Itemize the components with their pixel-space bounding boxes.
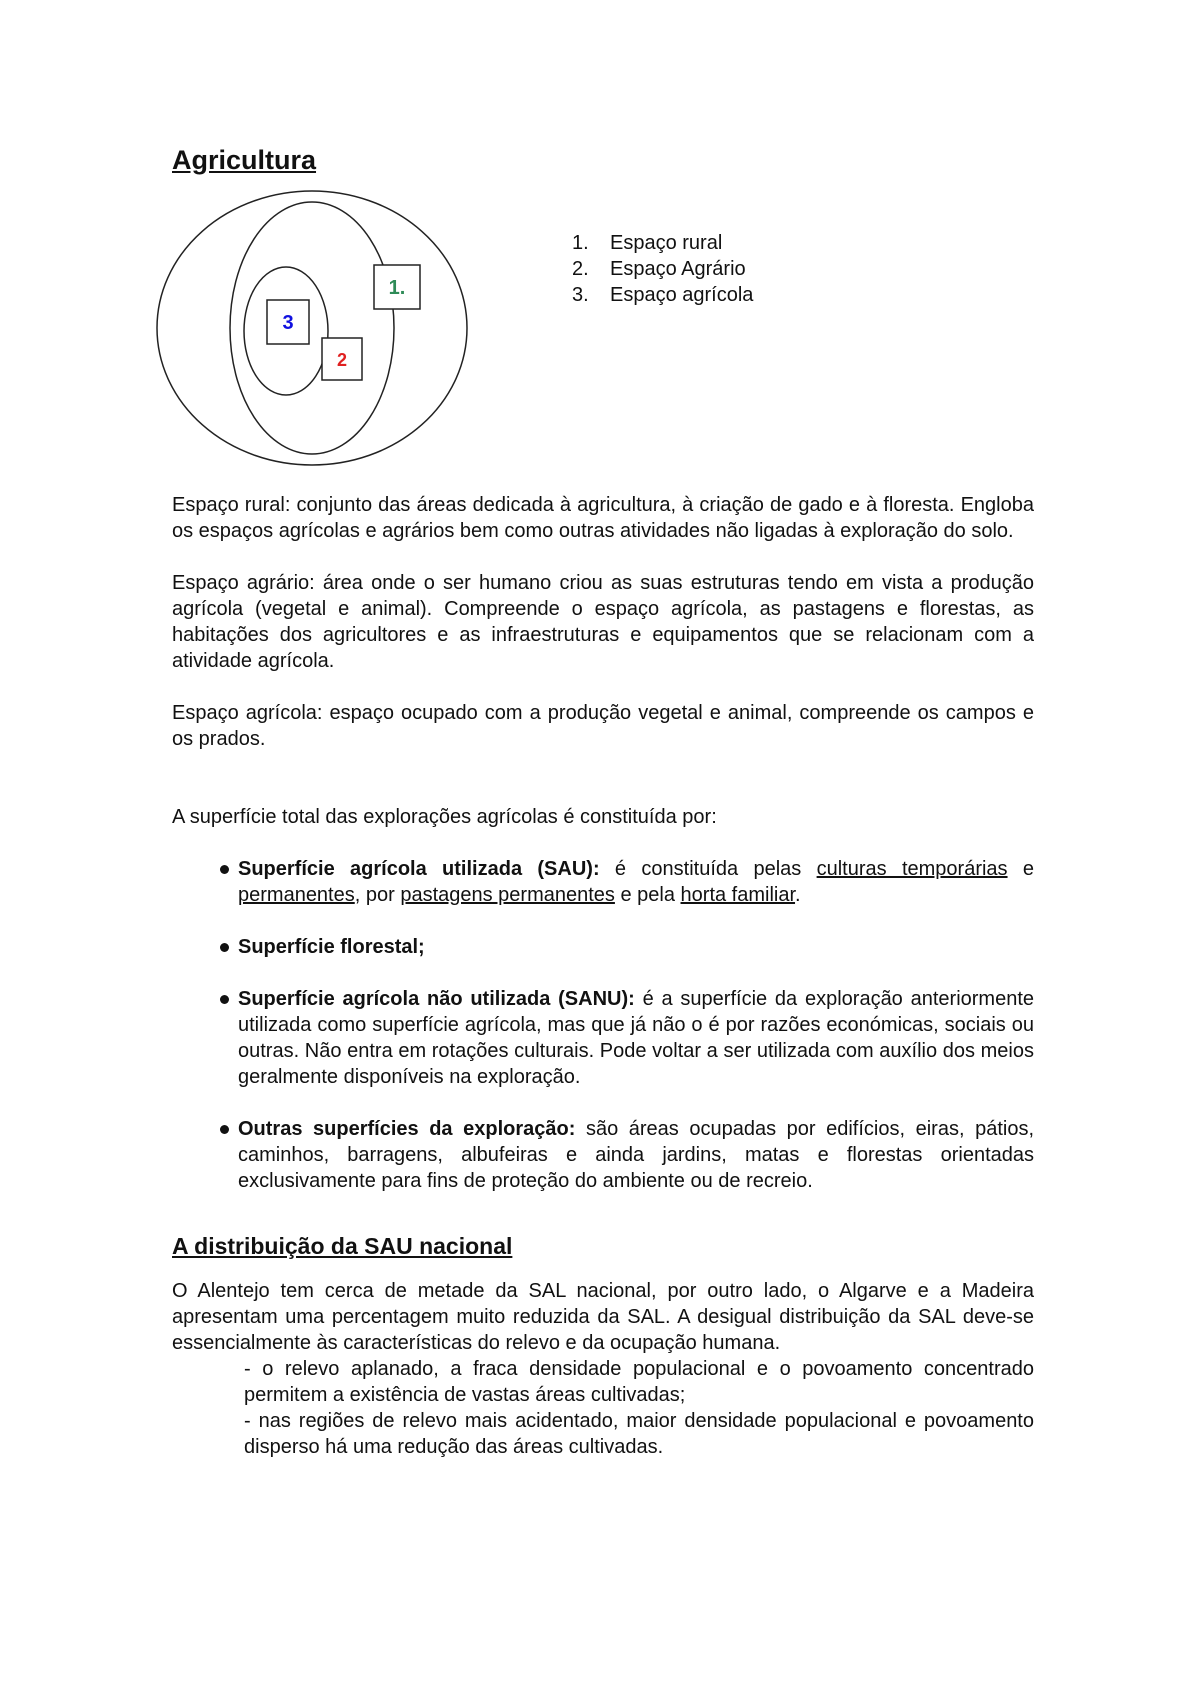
underlined-permanentes: permanentes — [238, 884, 355, 906]
text-outras: são áreas ocupadas por edifícios, eiras, pátios, caminhos, barragens, albufeiras e ainda jardins, matas e florestas orientadas exclusivamente para fins de proteção do ambiente ou de recreio. — [238, 1118, 1035, 1192]
text-fragment: é constituída pelas — [599, 858, 817, 880]
paragraph-espaco-agricola: Espaço agrícola: espaço ocupado com a produção vegetal e animal, compreende os campos e os prados. — [172, 702, 1034, 750]
diagram-legend — [572, 230, 753, 308]
section-heading-sau: A distribuição da SAU nacional — [172, 1233, 513, 1259]
bullet-icon — [220, 943, 229, 952]
underlined-pastagens-permanentes: pastagens permanentes — [400, 884, 615, 906]
legend-item — [572, 282, 753, 308]
legend-text: Espaço agrícola — [610, 284, 754, 306]
bullet-icon — [220, 1125, 229, 1134]
underlined-horta-familiar: horta familiar — [680, 884, 796, 906]
paragraph-espaco-agrario: Espaço agrário: área onde o ser humano criou as suas estruturas tendo em vista a produção agrícola (vegetal e animal). Compreende o espaço agrícola, as pastagens e florestas, as habitações dos agricultores e as infraestruturas e equipamentos que se relacionam com a atividade agrícola. — [172, 572, 1034, 672]
list-item-sanu — [172, 986, 1034, 1090]
legend-item — [572, 256, 753, 282]
list-item-outras — [172, 1116, 1034, 1194]
nested-spaces-diagram — [154, 190, 494, 492]
diagram-section — [172, 190, 1034, 492]
term-florestal: Superfície florestal; — [238, 936, 425, 958]
paragraph-espaco-rural: Espaço rural: conjunto das áreas dedicada à agricultura, à criação de gado e à floresta. Engloba os espaços agrícolas e agrários bem como outras atividades não ligadas à exploração do solo. — [172, 494, 1034, 542]
outer-ellipse-espaco-rural — [157, 191, 467, 465]
text-fragment: . — [795, 884, 801, 906]
bullet-icon — [220, 865, 229, 874]
text-fragment: e pela — [614, 884, 681, 906]
term-outras: Outras superfícies da exploração: — [238, 1118, 576, 1140]
label-3: 3 — [282, 312, 294, 334]
legend-number: 2. — [572, 258, 589, 280]
superficie-list — [172, 856, 1034, 1194]
list-item-florestal — [172, 934, 1034, 960]
page-title: Agricultura — [172, 145, 317, 175]
term-sau: Superfície agrícola utilizada (SAU): — [238, 858, 600, 880]
point-2: - nas regiões de relevo mais acidentado, maior densidade populacional e povoamento disperso há uma redução das áreas cultivadas. — [244, 1410, 1034, 1458]
document-page — [172, 136, 1034, 1460]
term-sanu: Superfície agrícola não utilizada (SANU): — [238, 988, 635, 1010]
label-1: 1. — [388, 277, 406, 299]
legend-item — [572, 230, 753, 256]
legend-text: Espaço Agrário — [610, 258, 746, 280]
legend-number: 1. — [572, 232, 589, 254]
legend-number: 3. — [572, 284, 589, 306]
point-1: - o relevo aplanado, a fraca densidade populacional e o povoamento concentrado permitem a existência de vastas áreas cultivadas; — [244, 1358, 1034, 1406]
bullet-icon — [220, 995, 229, 1004]
text-fragment: e — [1007, 858, 1034, 880]
label-2: 2 — [336, 350, 348, 370]
paragraph-superficie-intro: A superfície total das explorações agrícolas é constituída por: — [172, 806, 717, 828]
middle-ellipse-espaco-agrario — [230, 202, 394, 454]
text-sanu: é a superfície da exploração anteriormente utilizada como superfície agrícola, mas que já não o é por razões económicas, sociais ou outras. Não entra em rotações culturais. Pode voltar a ser utilizada com auxílio dos meios geralmente disponíveis na exploração. — [238, 988, 1035, 1088]
underlined-culturas-temporarias: culturas temporárias — [816, 858, 1008, 880]
text-fragment: , por — [354, 884, 401, 906]
legend-text: Espaço rural — [610, 232, 723, 254]
paragraph-sau: O Alentejo tem cerca de metade da SAL nacional, por outro lado, o Algarve e a Madeira apresentam uma percentagem muito reduzida da SAL. A desigual distribuição da SAL deve-se essencialmente às características do relevo e da ocupação humana. — [172, 1280, 1034, 1354]
list-item-sau — [172, 856, 1034, 908]
